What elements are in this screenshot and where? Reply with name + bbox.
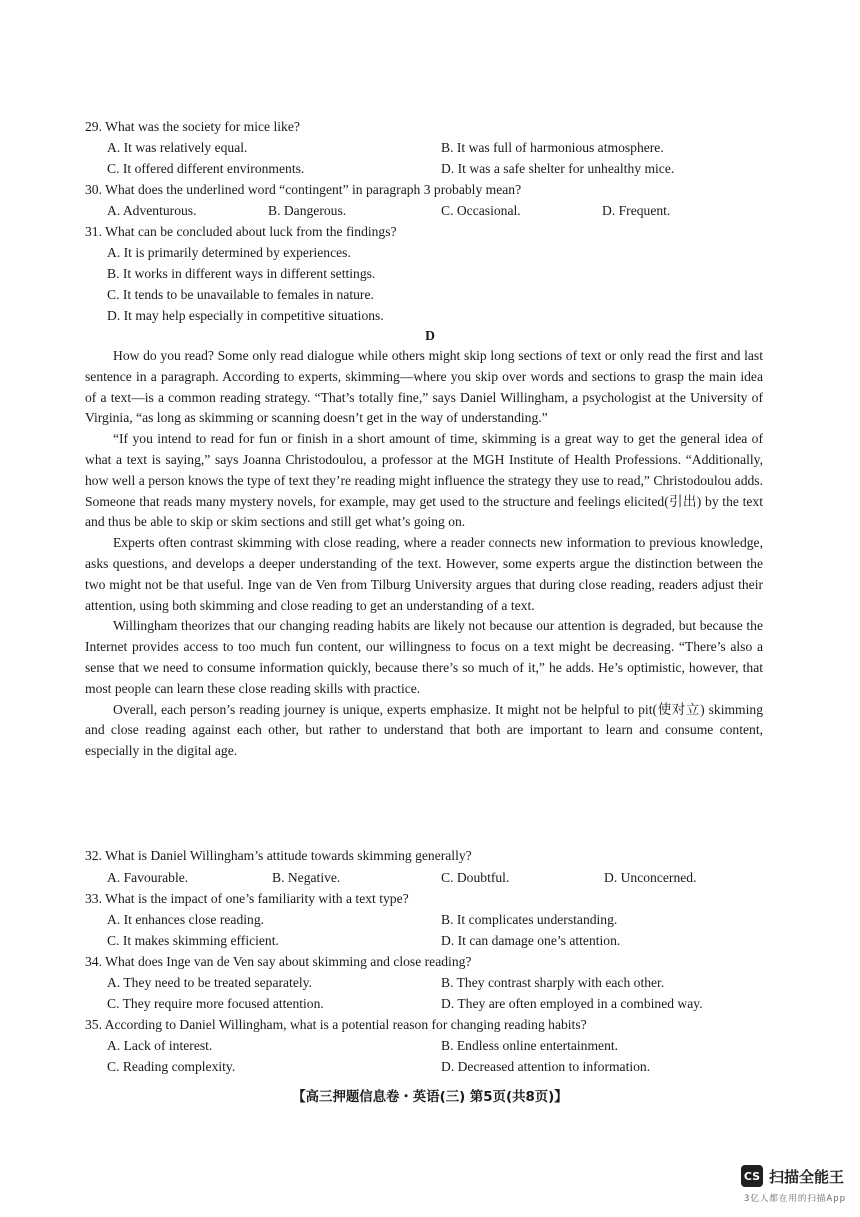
passage-paragraph-2: “If you intend to read for fun or finish in a short amount of time, skimming is a great way to get the general idea of what a text is saying,” says Joanna Christodoulou, a professor at the MGH Institute of Health Professions. “Additionally, how well a person knows the type of text they’re reading might influence the strategy they use to read,” Christodoulou adds. Someone that reads many mystery novels, for example, may get used to the structure and feelings elicited(引出) by the text and thus be able to skip or skim sections and still get what’s going on. bbox=[85, 431, 763, 530]
question-35-option-c: C. Reading complexity. bbox=[107, 1059, 236, 1074]
question-35-option-b: B. Endless online entertainment. bbox=[441, 1038, 619, 1053]
scanner-watermark bbox=[741, 1165, 844, 1187]
passage-paragraph-4: Willingham theorizes that our changing reading habits are likely not because our attention is degraded, but because the Internet provides access to too much fun content, our willingness to focus on a text might be decreasing. “There’s also a sense that we need to consume information quickly, because there’s so much of it,” he adds. He’s optimistic, however, that most people can learn these close reading skills with practice. bbox=[85, 618, 763, 696]
reading-passage bbox=[85, 346, 763, 762]
question-32-option-c: C. Doubtful. bbox=[441, 870, 510, 885]
passage-paragraph-3: Experts often contrast skimming with close reading, where a reader connects new information to previous knowledge, asks questions, and develops a deeper understanding of the text. However, some experts argue the distinction between the two might not be that useful. Inge van de Ven from Tilburg University argues that during close reading, readers adjust their attention, using both skimming and close reading to get an understanding of a text. bbox=[85, 535, 763, 613]
camscanner-logo-icon: CS bbox=[741, 1165, 763, 1187]
question-32-stem: 32. What is Daniel Willingham’s attitude towards skimming generally? bbox=[85, 848, 472, 863]
question-34-stem: 34. What does Inge van de Ven say about skimming and close reading? bbox=[85, 954, 472, 969]
question-33-stem: 33. What is the impact of one’s familiarity with a text type? bbox=[85, 891, 409, 906]
question-29-stem: 29. What was the society for mice like? bbox=[85, 119, 300, 134]
question-33-option-c: C. It makes skimming efficient. bbox=[107, 933, 279, 948]
question-33-option-a: A. It enhances close reading. bbox=[107, 912, 265, 927]
question-32-option-b: B. Negative. bbox=[272, 870, 341, 885]
passage-paragraph-1: How do you read? Some only read dialogue while others might skip long sections of text or only read the first and last sentence in a paragraph. According to experts, skimming—where you skip over words and sections to grasp the main idea of a text—is a common reading strategy. “That’s totally fine,” says Daniel Willingham, a psychologist at the University of Virginia, “as long as skimming or scanning doesn’t get in the way of understanding.” bbox=[85, 348, 763, 426]
question-34-option-d: D. They are often employed in a combined way. bbox=[441, 996, 703, 1011]
question-30-option-a: A. Adventurous. bbox=[107, 203, 197, 218]
question-32-option-a: A. Favourable. bbox=[107, 870, 189, 885]
question-31-option-c: C. It tends to be unavailable to females in nature. bbox=[107, 287, 374, 302]
question-29-option-d: D. It was a safe shelter for unhealthy mice. bbox=[441, 161, 675, 176]
question-34-option-a: A. They need to be treated separately. bbox=[107, 975, 312, 990]
question-31-stem: 31. What can be concluded about luck from the findings? bbox=[85, 224, 397, 239]
question-29-option-b: B. It was full of harmonious atmosphere. bbox=[441, 140, 664, 155]
question-30-stem: 30. What does the underlined word “contingent” in paragraph 3 probably mean? bbox=[85, 182, 522, 197]
question-30-option-c: C. Occasional. bbox=[441, 203, 521, 218]
question-33-option-d: D. It can damage one’s attention. bbox=[441, 933, 621, 948]
question-31-option-d: D. It may help especially in competitive situations. bbox=[107, 308, 384, 323]
question-35-option-d: D. Decreased attention to information. bbox=[441, 1059, 651, 1074]
question-30-option-d: D. Frequent. bbox=[602, 203, 671, 218]
question-34-option-c: C. They require more focused attention. bbox=[107, 996, 324, 1011]
question-31-option-a: A. It is primarily determined by experiences. bbox=[107, 245, 351, 260]
question-35-option-a: A. Lack of interest. bbox=[107, 1038, 213, 1053]
watermark-tagline: 3亿人都在用的扫描App bbox=[744, 1194, 847, 1204]
passage-paragraph-5: Overall, each person’s reading journey is unique, experts emphasize. It might not be helpful to pit(使对立) skimming and close reading against each other, but rather to understand that both are important to learn and consume content, especially in the digital age. bbox=[85, 701, 763, 759]
page-footer: 【高三押题信息卷・英语(三) 第5页(共8页)】 bbox=[292, 1090, 568, 1105]
section-label: D bbox=[425, 328, 435, 343]
question-29-option-a: A. It was relatively equal. bbox=[107, 140, 248, 155]
question-32-option-d: D. Unconcerned. bbox=[604, 870, 697, 885]
watermark-app-name: 扫描全能王 bbox=[769, 1167, 845, 1186]
question-33-option-b: B. It complicates understanding. bbox=[441, 912, 618, 927]
question-31-option-b: B. It works in different ways in different settings. bbox=[107, 266, 376, 281]
question-29-option-c: C. It offered different environments. bbox=[107, 161, 305, 176]
question-34-option-b: B. They contrast sharply with each other. bbox=[441, 975, 665, 990]
question-30-option-b: B. Dangerous. bbox=[268, 203, 347, 218]
question-35-stem: 35. According to Daniel Willingham, what is a potential reason for changing reading habits? bbox=[85, 1017, 587, 1032]
